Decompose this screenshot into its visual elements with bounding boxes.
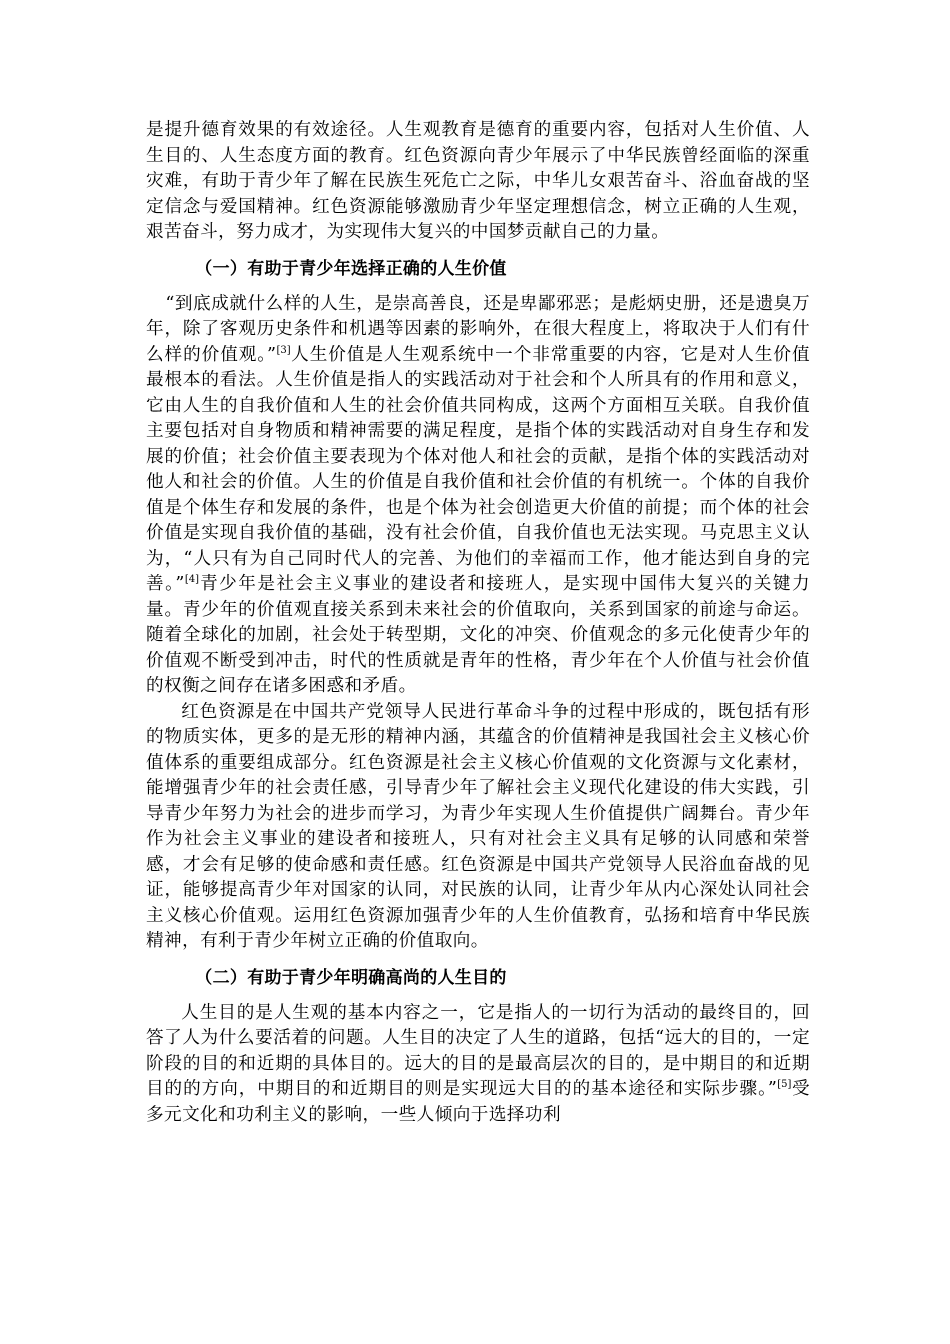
paragraph-text: 人生目的是人生观的基本内容之一，它是指人的一切行为活动的最终目的，回答了人为什么要活着的问题。人生目的决定了人生的道路，包括“远大的目的，一定阶段的目的和近期的具体目的。远大的目的是最高层次的目的，是中期目的和近期目的的方向，中期目的和近期目的则是实现远大目的的基本途径和实际步骤。”	[146, 1002, 810, 1099]
citation-3: [3]	[276, 344, 291, 356]
quote-text: “到底成就什么样的人生，是崇高善良，还是卑鄙邪恶；是彪炳史册，还是遗臭万年，除了客观历史条件和机遇等因素的影响外，在很大程度上，将取决于人们有什么样的价值观。”	[146, 293, 810, 365]
citation-5: [5]	[777, 1079, 792, 1091]
paragraph-text: 受多元文化和功利主义的影响，一些人倾向于选择功利	[146, 1079, 811, 1125]
document-page	[146, 118, 810, 1128]
section-heading-1: （一）有助于青少年选择正确的人生价值	[195, 258, 507, 279]
paragraph-intro: 是提升德育效果的有效途径。人生观教育是德育的重要内容，包括对人生价值、人生目的、人生态度方面的教育。红色资源向青少年展示了中华民族曾经面临的深重灾难，有助于青少年了解在民族生死危亡之际，中华儿女艰苦奋斗、浴血奋战的坚定信念与爱国精神。红色资源能够激励青少年坚定理想信念，树立正确的人生观，艰苦奋斗，努力成才，为实现伟大复兴的中国梦贡献自己的力量。	[146, 120, 810, 242]
paragraph-life-value	[146, 292, 810, 700]
paragraph-life-purpose	[146, 1001, 810, 1129]
citation-4: [4]	[184, 574, 200, 586]
paragraph-red-resources: 红色资源是在中国共产党领导人民进行革命斗争的过程中形成的，既包括有形的物质实体，更多的是无形的精神内涵，其蕴含的价值精神是我国社会主义核心价值体系的重要组成部分。红色资源是社会主义核心价值观的文化资源与文化素材，能增强青少年的社会责任感，引导青少年了解社会主义现代化建设的伟大实践，引导青少年努力为社会的进步而学习，为青少年实现人生价值提供广阔舞台。青少年作为社会主义事业的建设者和接班人，只有对社会主义具有足够的认同感和荣誉感，才会有足够的使命感和责任感。红色资源是中国共产党领导人民浴血奋战的见证，能够提高青少年对国家的认同，对民族的认同，让青少年从内心深处认同社会主义核心价值观。运用红色资源加强青少年的人生价值教育，弘扬和培育中华民族精神，有利于青少年树立正确的价值取向。	[146, 701, 810, 951]
paragraph-text: 青少年是社会主义事业的建设者和接班人，是实现中国伟大复兴的关键力量。青少年的价值观直接关系到未来社会的价值取向，关系到国家的前途与命运。随着全球化的加剧，社会处于转型期，文化的冲突、价值观念的多元化使青少年的价值观不断受到冲击，时代的性质就是青年的性格，青少年在个人价值与社会价值的权衡之间存在诸多困惑和矛盾。	[146, 574, 811, 696]
paragraph-text: 人生价值是人生观系统中一个非常重要的内容，它是对人生价值最根本的看法。人生价值是指人的实践活动对于社会和个人所具有的作用和意义，它由人生的自我价值和人生的社会价值共同构成，这两个方面相互关联。自我价值主要包括对自身物质和精神需要的满足程度，是指个体的实践活动对自身生存和发展的价值；社会价值主要表现为个体对他人和社会的贡献，是指个体的实践活动对他人和社会的价值。人生的价值是自我价值和社会价值的有机统一。个体的自我价值是个体生存和发展的条件，也是个体为社会创造更大价值的前提；而个体的社会价值是实现自我价值的基础，没有社会价值，自我价值也无法实现。马克思主义认为，“人只有为自己同时代人的完善、为他们的幸福而工作，他才能达到自身的完善。”	[146, 344, 810, 594]
section-heading-2: （二）有助于青少年明确高尚的人生目的	[195, 967, 507, 988]
